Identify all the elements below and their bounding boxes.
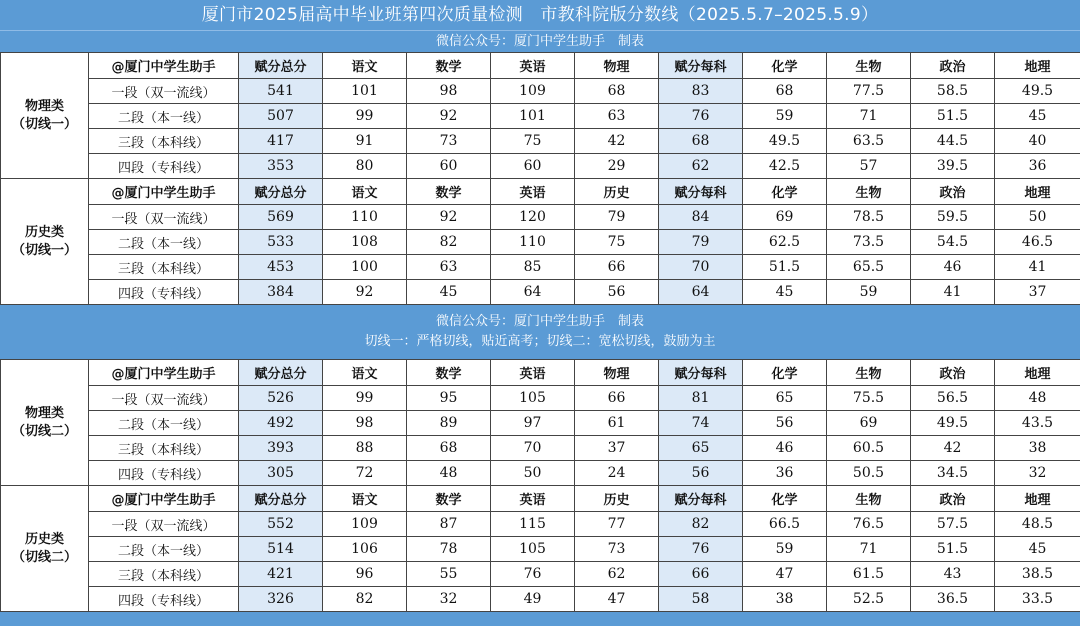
score-cell: 65 [659, 436, 743, 461]
score-cell: 46.5 [995, 230, 1080, 255]
column-header: 化学 [743, 179, 827, 205]
score-cell: 326 [239, 587, 323, 612]
table-row [1, 461, 1080, 486]
score-cell: 51.5 [911, 537, 995, 562]
score-cell: 37 [575, 436, 659, 461]
column-header: 英语 [491, 53, 575, 79]
level-label: 一段（双一流线） [89, 386, 239, 411]
score-cell: 57.5 [911, 512, 995, 537]
score-cell: 56.5 [911, 386, 995, 411]
level-label: 一段（双一流线） [89, 512, 239, 537]
score-cell: 64 [659, 280, 743, 305]
table-header-row [1, 360, 1080, 386]
score-cell: 42 [575, 129, 659, 154]
column-header: 政治 [911, 53, 995, 79]
score-cell: 120 [491, 205, 575, 230]
score-cell: 59.5 [911, 205, 995, 230]
credit-line: 微信公众号：厦门中学生助手 制表 [0, 30, 1080, 52]
table-row [1, 280, 1080, 305]
score-cell: 62 [575, 562, 659, 587]
column-header: 生物 [827, 53, 911, 79]
score-cell: 81 [659, 386, 743, 411]
column-header: 化学 [743, 486, 827, 512]
category-label: 物理类 （切线二） [1, 360, 89, 486]
column-header: 数学 [407, 53, 491, 79]
score-cell: 72 [323, 461, 407, 486]
level-label: 三段（本科线） [89, 436, 239, 461]
column-header: 历史 [575, 486, 659, 512]
score-cell: 79 [659, 230, 743, 255]
column-header: 语文 [323, 179, 407, 205]
table-row [1, 205, 1080, 230]
score-cell: 73.5 [827, 230, 911, 255]
score-cell: 49 [491, 587, 575, 612]
score-cell: 24 [575, 461, 659, 486]
score-cell: 83 [659, 79, 743, 104]
score-cell: 92 [407, 104, 491, 129]
score-cell: 42 [911, 436, 995, 461]
score-table [0, 359, 1080, 612]
score-cell: 38 [995, 436, 1080, 461]
table-header-row [1, 486, 1080, 512]
score-cell: 47 [743, 562, 827, 587]
table-row [1, 79, 1080, 104]
score-cell: 109 [491, 79, 575, 104]
level-label: 二段（本一线） [89, 411, 239, 436]
column-header: 赋分每科 [659, 486, 743, 512]
score-cell: 50 [491, 461, 575, 486]
column-header: 政治 [911, 486, 995, 512]
score-cell: 80 [323, 154, 407, 179]
score-cell: 66 [659, 562, 743, 587]
score-cell: 105 [491, 386, 575, 411]
column-header: 赋分每科 [659, 360, 743, 386]
score-cell: 76 [659, 537, 743, 562]
score-cell: 38 [743, 587, 827, 612]
level-label: 四段（专科线） [89, 587, 239, 612]
score-cell: 77.5 [827, 79, 911, 104]
score-cell: 78.5 [827, 205, 911, 230]
score-cell: 91 [323, 129, 407, 154]
score-cell: 76 [659, 104, 743, 129]
table-row [1, 537, 1080, 562]
score-cell: 96 [323, 562, 407, 587]
column-header: 地理 [995, 179, 1080, 205]
score-cell: 44.5 [911, 129, 995, 154]
column-header: 赋分总分 [239, 360, 323, 386]
score-cell: 38.5 [995, 562, 1080, 587]
level-label: 一段（双一流线） [89, 79, 239, 104]
score-cell: 65.5 [827, 255, 911, 280]
score-cell: 43.5 [995, 411, 1080, 436]
score-cell: 68 [743, 79, 827, 104]
column-header: 政治 [911, 179, 995, 205]
score-cell: 32 [407, 587, 491, 612]
level-label: 三段（本科线） [89, 255, 239, 280]
score-cell: 66 [575, 255, 659, 280]
score-cell: 68 [575, 79, 659, 104]
score-cell: 60.5 [827, 436, 911, 461]
column-header: 英语 [491, 360, 575, 386]
score-cell: 70 [659, 255, 743, 280]
score-cell: 533 [239, 230, 323, 255]
score-cell: 77 [575, 512, 659, 537]
category-label: 物理类 （切线一） [1, 53, 89, 179]
score-cell: 421 [239, 562, 323, 587]
table-row [1, 154, 1080, 179]
score-cell: 75.5 [827, 386, 911, 411]
table-row [1, 436, 1080, 461]
score-cell: 87 [407, 512, 491, 537]
column-header: @厦门中学生助手 [89, 360, 239, 386]
score-cell: 541 [239, 79, 323, 104]
score-cell: 45 [995, 104, 1080, 129]
score-cell: 49.5 [995, 79, 1080, 104]
column-header: 生物 [827, 179, 911, 205]
cutline-one-block [0, 52, 1080, 305]
score-cell: 45 [743, 280, 827, 305]
category-label: 历史类 （切线二） [1, 486, 89, 612]
score-cell: 37 [995, 280, 1080, 305]
cutline-note: 切线一：严格切线，贴近高考；切线二：宽松切线，鼓励为主 [364, 334, 716, 349]
score-cell: 88 [323, 436, 407, 461]
score-cell: 66 [575, 386, 659, 411]
score-cell: 45 [995, 537, 1080, 562]
column-header: 赋分总分 [239, 179, 323, 205]
score-cell: 76 [491, 562, 575, 587]
score-cell: 29 [575, 154, 659, 179]
score-cell: 47 [575, 587, 659, 612]
column-header: @厦门中学生助手 [89, 53, 239, 79]
score-cell: 353 [239, 154, 323, 179]
score-cell: 75 [491, 129, 575, 154]
table-row [1, 411, 1080, 436]
column-header: 语文 [323, 360, 407, 386]
score-cell: 105 [491, 537, 575, 562]
score-cell: 59 [743, 537, 827, 562]
score-cell: 40 [995, 129, 1080, 154]
column-header: 赋分每科 [659, 53, 743, 79]
score-cell: 49.5 [911, 411, 995, 436]
score-cell: 115 [491, 512, 575, 537]
score-cell: 62.5 [743, 230, 827, 255]
column-header: 历史 [575, 179, 659, 205]
column-header: 物理 [575, 360, 659, 386]
score-cell: 569 [239, 205, 323, 230]
score-cell: 50 [995, 205, 1080, 230]
column-header: 地理 [995, 360, 1080, 386]
score-cell: 73 [407, 129, 491, 154]
score-cell: 59 [827, 280, 911, 305]
score-cell: 453 [239, 255, 323, 280]
score-cell: 110 [491, 230, 575, 255]
score-cell: 84 [659, 205, 743, 230]
score-cell: 34.5 [911, 461, 995, 486]
score-cell: 97 [491, 411, 575, 436]
score-cell: 76.5 [827, 512, 911, 537]
score-cell: 89 [407, 411, 491, 436]
score-table [0, 52, 1080, 305]
score-cell: 68 [659, 129, 743, 154]
score-cell: 384 [239, 280, 323, 305]
score-cell: 109 [323, 512, 407, 537]
level-label: 四段（专科线） [89, 280, 239, 305]
column-header: 物理 [575, 53, 659, 79]
score-cell: 92 [323, 280, 407, 305]
score-cell: 61.5 [827, 562, 911, 587]
score-cell: 73 [575, 537, 659, 562]
score-cell: 101 [323, 79, 407, 104]
score-cell: 82 [659, 512, 743, 537]
score-cell: 71 [827, 104, 911, 129]
score-cell: 62 [659, 154, 743, 179]
score-cell: 64 [491, 280, 575, 305]
score-cell: 69 [827, 411, 911, 436]
table-row [1, 587, 1080, 612]
score-cell: 78 [407, 537, 491, 562]
column-header: 化学 [743, 360, 827, 386]
score-cell: 108 [323, 230, 407, 255]
score-cell: 46 [743, 436, 827, 461]
score-cell: 507 [239, 104, 323, 129]
column-header: @厦门中学生助手 [89, 179, 239, 205]
score-cell: 110 [323, 205, 407, 230]
score-cell: 48 [407, 461, 491, 486]
score-cell: 99 [323, 386, 407, 411]
score-cell: 68 [407, 436, 491, 461]
score-cell: 58.5 [911, 79, 995, 104]
score-cell: 74 [659, 411, 743, 436]
score-cell: 101 [491, 104, 575, 129]
table-row [1, 562, 1080, 587]
score-cell: 33.5 [995, 587, 1080, 612]
score-cell: 85 [491, 255, 575, 280]
score-cell: 56 [575, 280, 659, 305]
column-header: 语文 [323, 486, 407, 512]
score-cell: 75 [575, 230, 659, 255]
column-header: 赋分总分 [239, 53, 323, 79]
score-cell: 41 [911, 280, 995, 305]
score-cell: 98 [323, 411, 407, 436]
column-header: 数学 [407, 179, 491, 205]
table-row [1, 512, 1080, 537]
score-cell: 526 [239, 386, 323, 411]
column-header: 赋分总分 [239, 486, 323, 512]
score-cell: 43 [911, 562, 995, 587]
category-label: 历史类 （切线一） [1, 179, 89, 305]
score-cell: 63 [407, 255, 491, 280]
score-cell: 99 [323, 104, 407, 129]
score-cell: 36.5 [911, 587, 995, 612]
score-cell: 70 [491, 436, 575, 461]
table-header-row [1, 179, 1080, 205]
score-cell: 63 [575, 104, 659, 129]
score-cell: 60 [407, 154, 491, 179]
table-row [1, 104, 1080, 129]
level-label: 四段（专科线） [89, 461, 239, 486]
level-label: 二段（本一线） [89, 537, 239, 562]
score-cell: 46 [911, 255, 995, 280]
score-cell: 79 [575, 205, 659, 230]
footer-banner [0, 612, 1080, 626]
score-cell: 52.5 [827, 587, 911, 612]
table-row [1, 129, 1080, 154]
score-cell: 63.5 [827, 129, 911, 154]
score-cell: 58 [659, 587, 743, 612]
cutline-two-block [0, 359, 1080, 612]
column-header: 地理 [995, 486, 1080, 512]
column-header: 英语 [491, 179, 575, 205]
column-header: 生物 [827, 486, 911, 512]
score-cell: 69 [743, 205, 827, 230]
level-label: 二段（本一线） [89, 230, 239, 255]
table-row [1, 230, 1080, 255]
score-cell: 92 [407, 205, 491, 230]
score-cell: 393 [239, 436, 323, 461]
score-cell: 61 [575, 411, 659, 436]
score-cell: 56 [743, 411, 827, 436]
column-header: 赋分每科 [659, 179, 743, 205]
score-cell: 32 [995, 461, 1080, 486]
column-header: @厦门中学生助手 [89, 486, 239, 512]
score-cell: 100 [323, 255, 407, 280]
level-label: 一段（双一流线） [89, 205, 239, 230]
score-cell: 57 [827, 154, 911, 179]
page-title: 厦门市2025届高中毕业班第四次质量检测 市教科院版分数线（2025.5.7–2025.5.9） [0, 0, 1080, 30]
score-cell: 36 [995, 154, 1080, 179]
column-header: 生物 [827, 360, 911, 386]
score-cell: 48.5 [995, 512, 1080, 537]
level-label: 三段（本科线） [89, 562, 239, 587]
middle-banner [0, 305, 1080, 359]
score-cell: 95 [407, 386, 491, 411]
score-cell: 65 [743, 386, 827, 411]
score-cell: 56 [659, 461, 743, 486]
column-header: 语文 [323, 53, 407, 79]
score-cell: 305 [239, 461, 323, 486]
column-header: 化学 [743, 53, 827, 79]
score-cell: 39.5 [911, 154, 995, 179]
score-cell: 55 [407, 562, 491, 587]
score-cell: 514 [239, 537, 323, 562]
score-cell: 48 [995, 386, 1080, 411]
score-cell: 54.5 [911, 230, 995, 255]
score-cell: 106 [323, 537, 407, 562]
score-cell: 45 [407, 280, 491, 305]
mid-credit: 微信公众号：厦门中学生助手 制表 [435, 314, 644, 329]
score-cell: 66.5 [743, 512, 827, 537]
score-cell: 42.5 [743, 154, 827, 179]
table-row [1, 255, 1080, 280]
level-label: 二段（本一线） [89, 104, 239, 129]
score-cell: 59 [743, 104, 827, 129]
level-label: 三段（本科线） [89, 129, 239, 154]
column-header: 数学 [407, 360, 491, 386]
level-label: 四段（专科线） [89, 154, 239, 179]
score-cell: 552 [239, 512, 323, 537]
score-cell: 417 [239, 129, 323, 154]
score-cell: 82 [407, 230, 491, 255]
column-header: 数学 [407, 486, 491, 512]
score-cell: 51.5 [911, 104, 995, 129]
score-cell: 98 [407, 79, 491, 104]
score-cell: 41 [995, 255, 1080, 280]
column-header: 英语 [491, 486, 575, 512]
score-cell: 51.5 [743, 255, 827, 280]
score-cell: 492 [239, 411, 323, 436]
score-cell: 36 [743, 461, 827, 486]
score-cell: 82 [323, 587, 407, 612]
score-cell: 71 [827, 537, 911, 562]
column-header: 地理 [995, 53, 1080, 79]
score-cell: 60 [491, 154, 575, 179]
score-cell: 49.5 [743, 129, 827, 154]
score-cell: 50.5 [827, 461, 911, 486]
column-header: 政治 [911, 360, 995, 386]
table-row [1, 386, 1080, 411]
table-header-row [1, 53, 1080, 79]
